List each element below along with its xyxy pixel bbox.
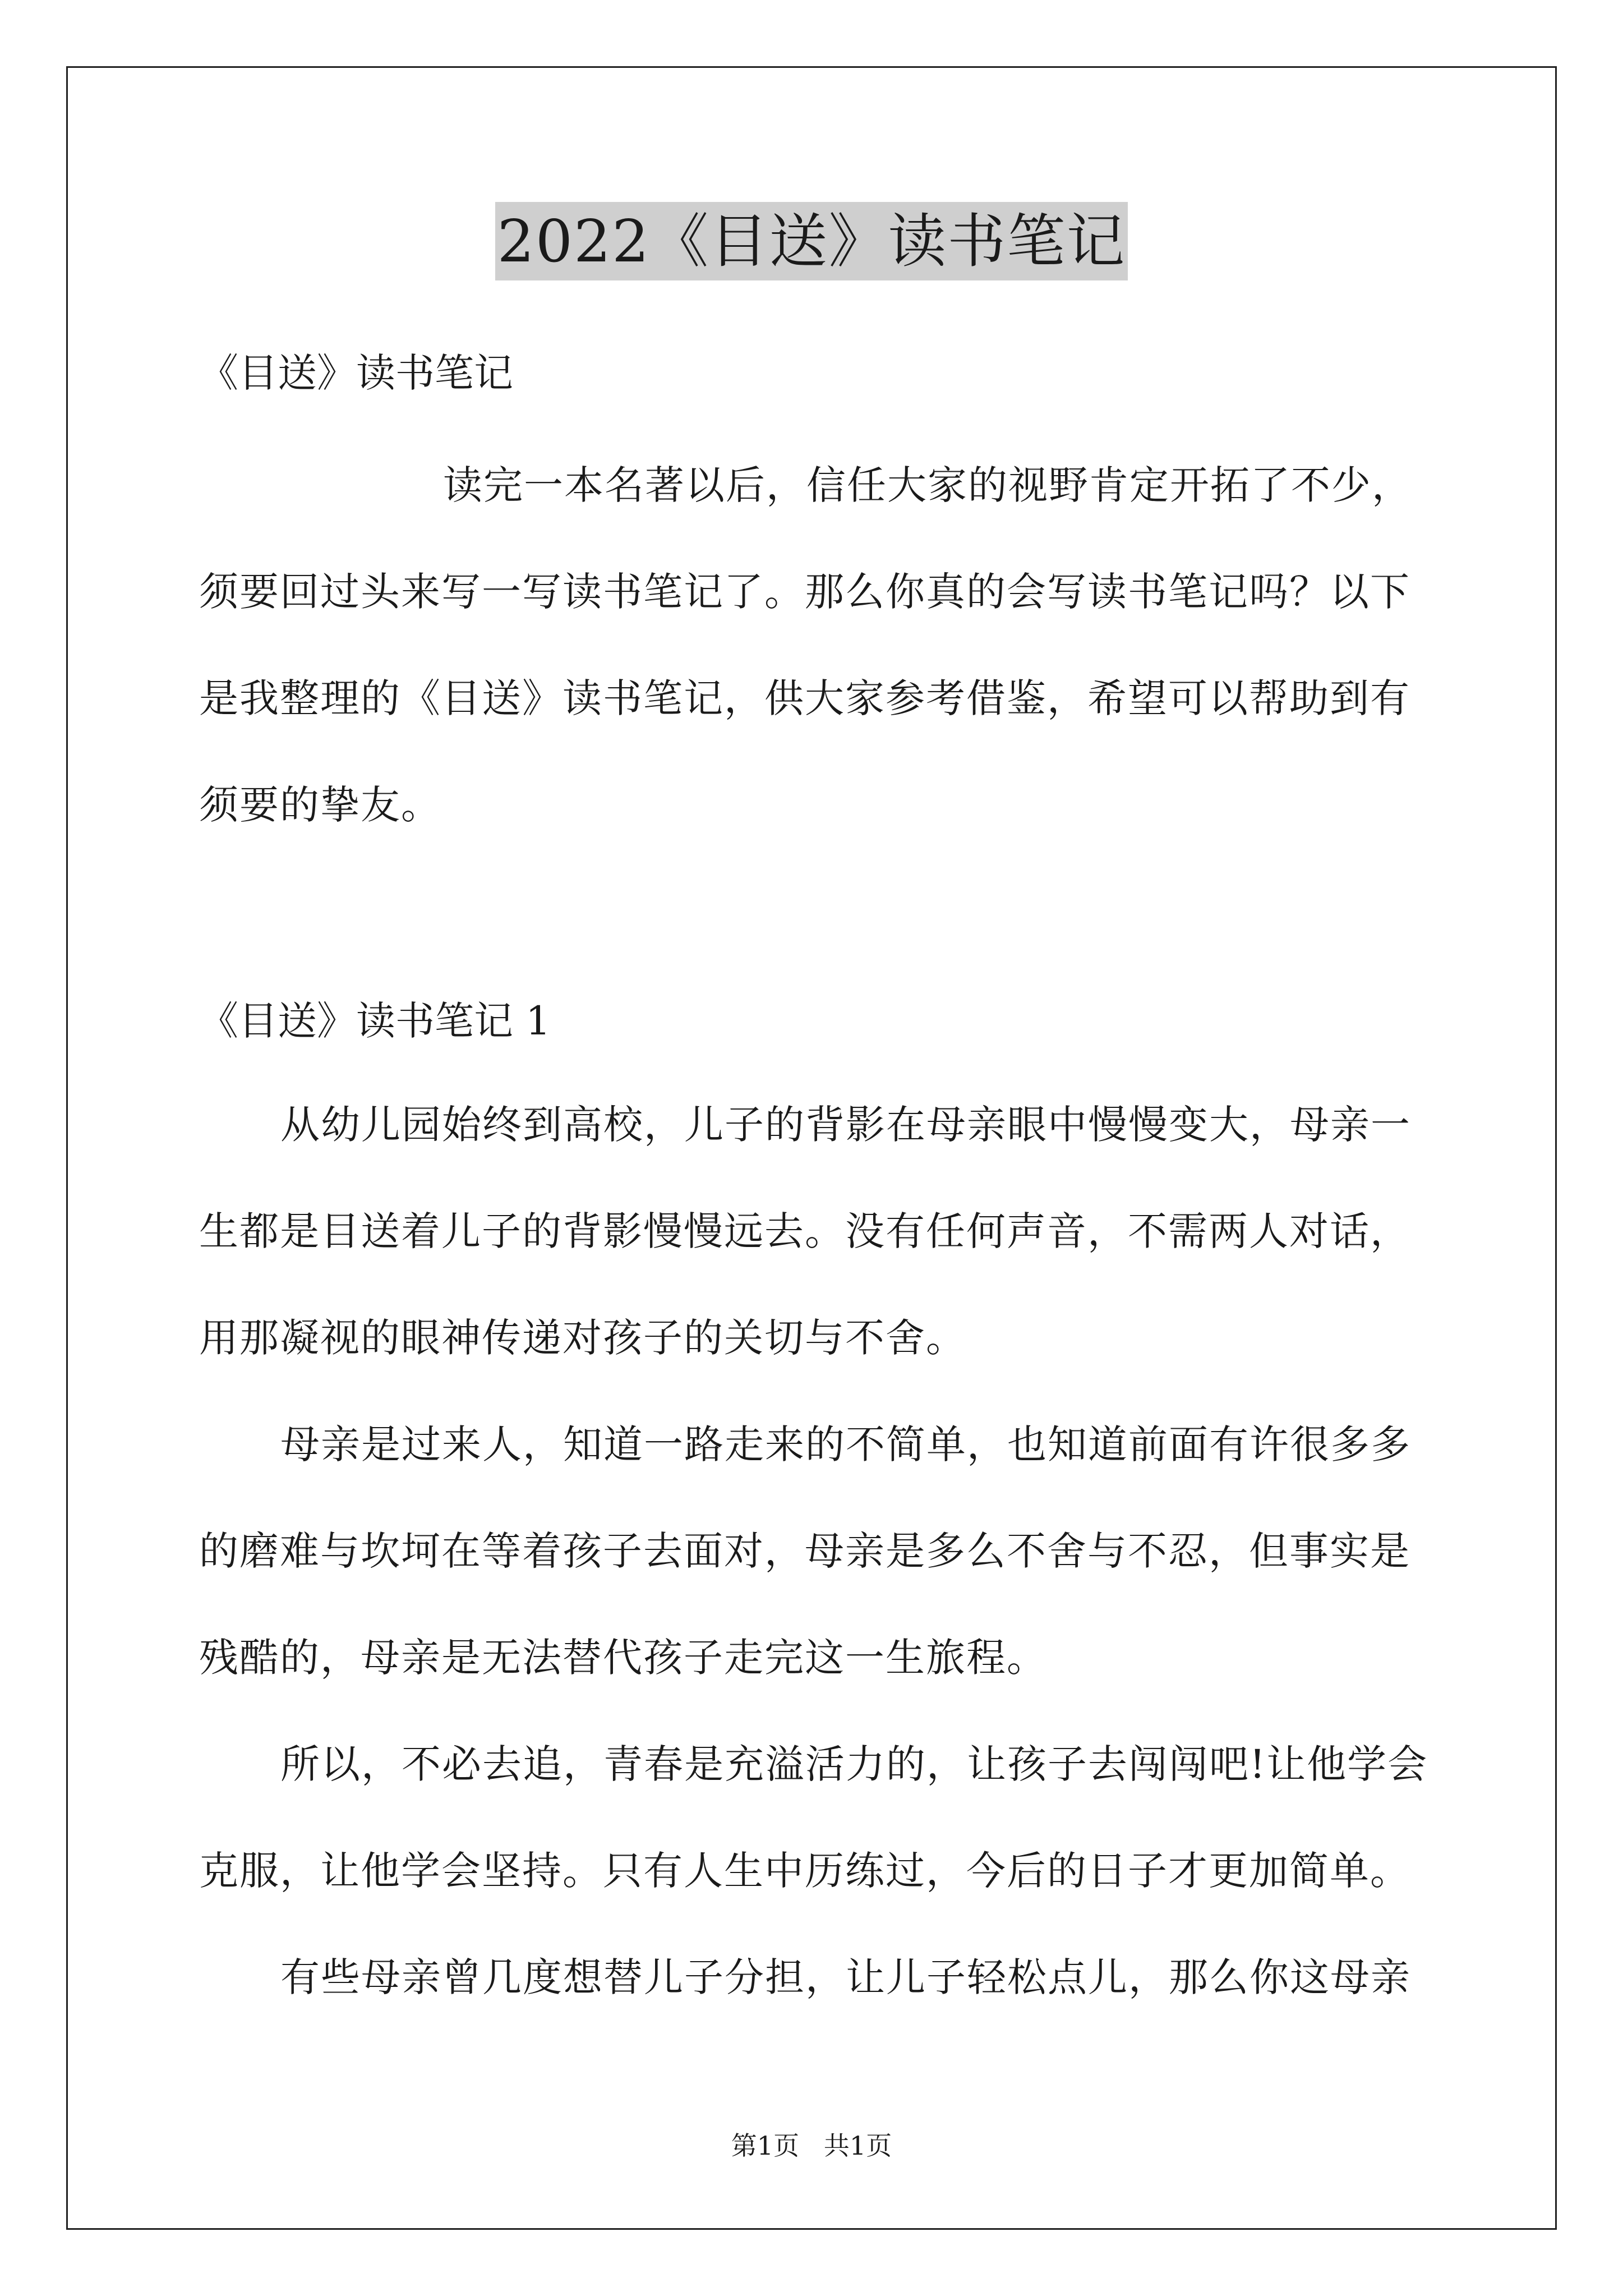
page-title: 2022《目送》读书笔记 (495, 202, 1128, 280)
paragraph-line: 的磨难与坎坷在等着孩子去面对，母亲是多么不舍与不忍，但事实是 (199, 1528, 1410, 1574)
paragraph-line: 残酷的，母亲是无法替代孩子走完这一生旅程。 (199, 1635, 1047, 1681)
paragraph-line: 从幼儿园始终到高校，儿子的背影在母亲眼中慢慢变大，母亲一 (280, 1102, 1411, 1148)
page-footer: 第1页 共1页 (731, 2131, 892, 2161)
section-heading: 《目送》读书笔记 1 (199, 998, 551, 1044)
paragraph-line: 用那凝视的眼神传递对孩子的关切与不舍。 (199, 1315, 966, 1361)
intro-line: 须要回过头来写一写读书笔记了。那么你真的会写读书笔记吗？以下 (199, 569, 1410, 615)
paragraph-line: 有些母亲曾几度想替儿子分担，让儿子轻松点儿，那么你这母亲 (280, 1954, 1411, 2000)
intro-line: 读完一本名著以后，信任大家的视野肯定开拓了不少， (443, 462, 1412, 508)
title-container (0, 202, 1623, 280)
paragraph-line: 生都是目送着儿子的背影慢慢远去。没有任何声音，不需两人对话， (199, 1208, 1410, 1254)
paragraph-line: 母亲是过来人，知道一路走来的不简单，也知道前面有许很多多 (280, 1421, 1411, 1467)
paragraph-line: 克服，让他学会坚持。只有人生中历练过，今后的日子才更加简单。 (199, 1848, 1410, 1894)
intro-line: 是我整理的《目送》读书笔记，供大家参考借鉴，希望可以帮助到有 (199, 675, 1410, 721)
intro-line: 须要的挚友。 (199, 782, 441, 828)
paragraph-line: 所以，不必去追，青春是充溢活力的，让孩子去闯闯吧!让他学会 (280, 1741, 1428, 1787)
subtitle: 《目送》读书笔记 (199, 350, 513, 396)
